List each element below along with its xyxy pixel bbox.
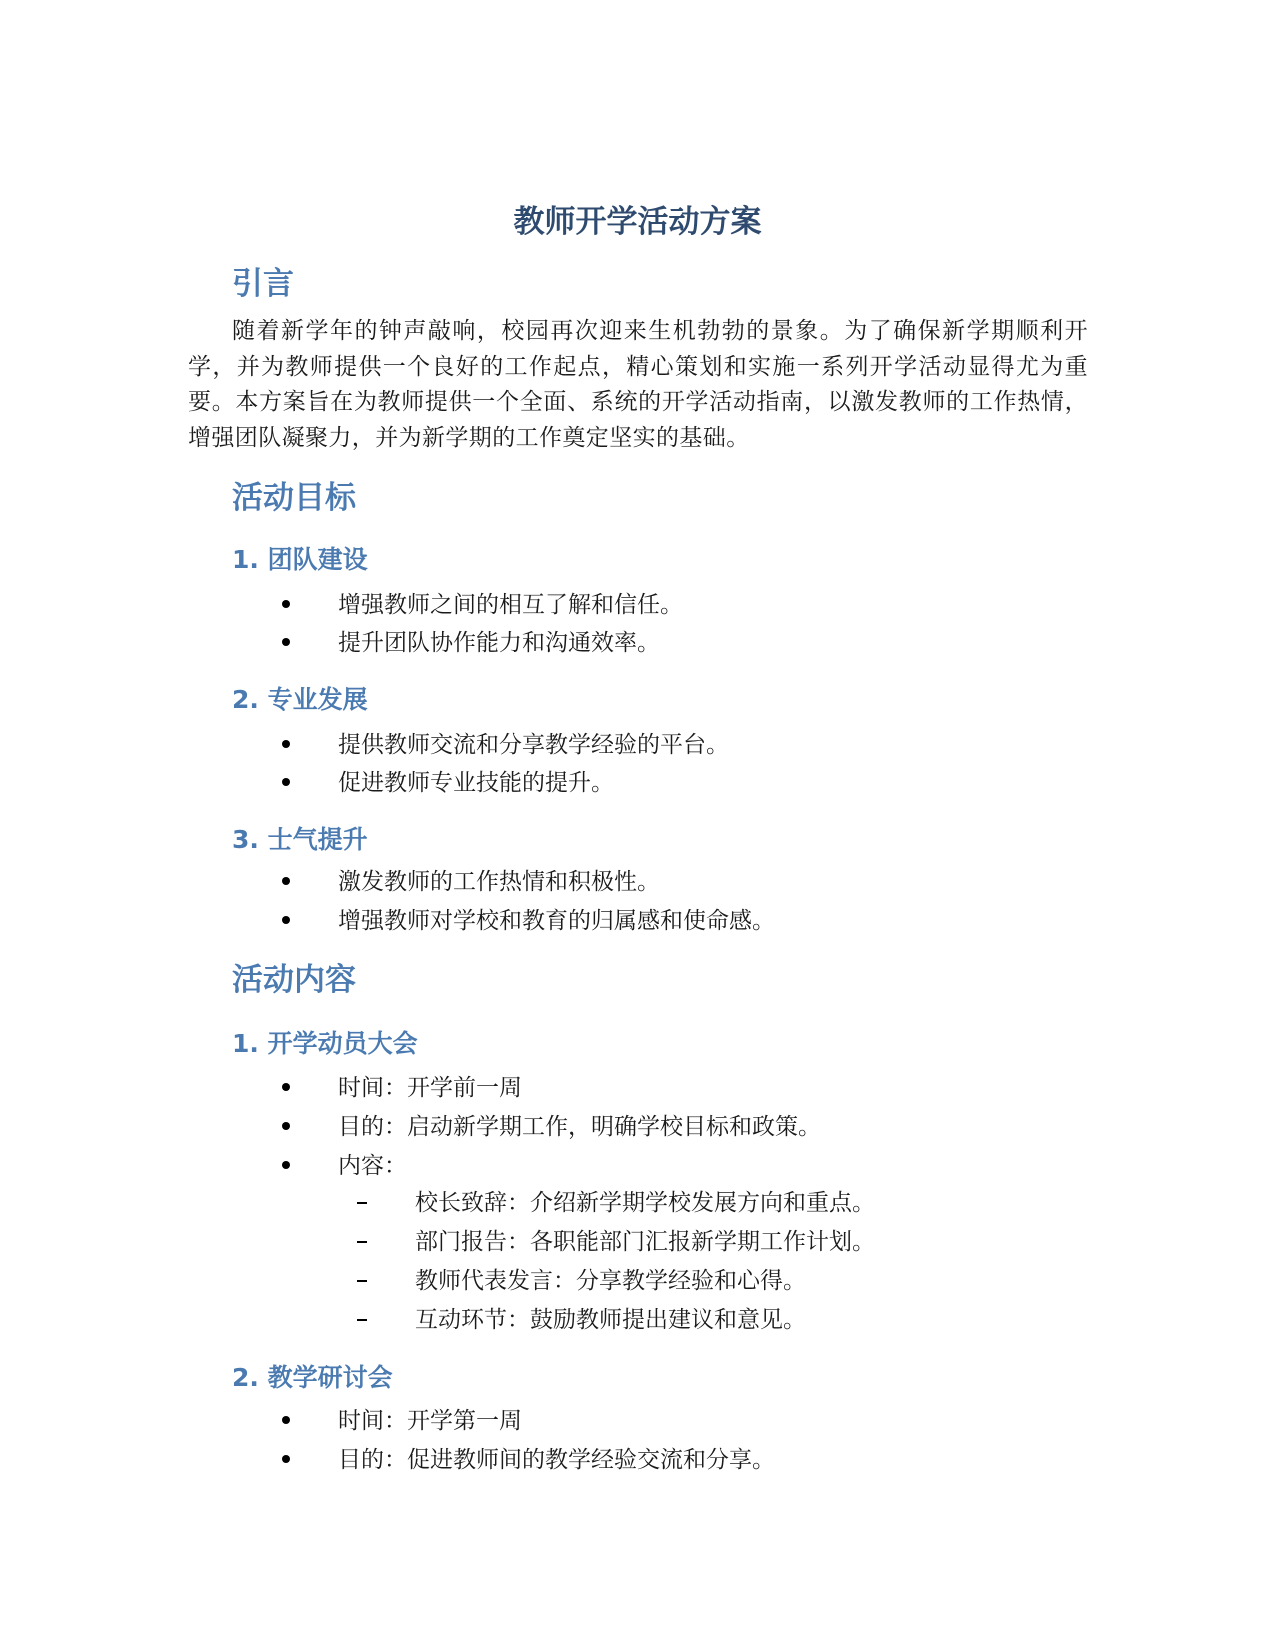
bullet-icon xyxy=(282,600,290,608)
sub-list-item: 校长致辞：介绍新学期学校发展方向和重点。 xyxy=(357,1188,367,1218)
sub-list-item: 教师代表发言：分享教学经验和心得。 xyxy=(357,1266,367,1296)
bullet-icon xyxy=(282,638,290,646)
goal-section-title: 3. 士气提升 xyxy=(232,825,368,854)
heading-goals: 活动目标 xyxy=(232,480,356,516)
heading-content: 活动内容 xyxy=(232,962,356,998)
dash-icon xyxy=(357,1202,367,1204)
bullet-icon xyxy=(282,740,290,748)
list-item: 增强教师之间的相互了解和信任。 xyxy=(282,590,290,620)
bullet-icon xyxy=(282,916,290,924)
list-item: 目的：促进教师间的教学经验交流和分享。 xyxy=(282,1445,290,1475)
content-section-title: 2. 教学研讨会 xyxy=(232,1363,393,1392)
list-item: 激发教师的工作热情和积极性。 xyxy=(282,867,290,897)
list-item: 增强教师对学校和教育的归属感和使命感。 xyxy=(282,906,290,936)
bullet-icon xyxy=(282,1455,290,1463)
bullet-icon xyxy=(282,877,290,885)
list-item: 内容： xyxy=(282,1151,290,1181)
dash-icon xyxy=(357,1319,367,1321)
heading-intro: 引言 xyxy=(232,266,294,302)
bullet-icon xyxy=(282,778,290,786)
document-title: 教师开学活动方案 xyxy=(513,204,762,240)
list-item: 目的：启动新学期工作，明确学校目标和政策。 xyxy=(282,1112,290,1142)
sub-list-item: 部门报告：各职能部门汇报新学期工作计划。 xyxy=(357,1227,367,1257)
intro-paragraph: 随着新学年的钟声敲响，校园再次迎来生机勃勃的景象。为了确保新学期顺利开学，并为教师提供一个良好的工作起点，精心策划和实施一系列开学活动显得尤为重要。本方案旨在为教师提供一个全面、系统的开学活动指南，以激发教师的工作热情，增强团队凝聚力，并为新学期的工作奠定坚实的基础。 xyxy=(188,318,1088,451)
bullet-icon xyxy=(282,1416,290,1424)
list-item: 提升团队协作能力和沟通效率。 xyxy=(282,628,290,658)
list-item: 时间：开学前一周 xyxy=(282,1073,290,1103)
bullet-icon xyxy=(282,1083,290,1091)
dash-icon xyxy=(357,1241,367,1243)
sub-list-item: 互动环节：鼓励教师提出建议和意见。 xyxy=(357,1305,367,1335)
list-item: 提供教师交流和分享教学经验的平台。 xyxy=(282,730,290,760)
list-item: 时间：开学第一周 xyxy=(282,1406,290,1436)
bullet-icon xyxy=(282,1161,290,1169)
goal-section-title: 1. 团队建设 xyxy=(232,545,368,574)
dash-icon xyxy=(357,1280,367,1282)
goal-section-title: 2. 专业发展 xyxy=(232,685,368,714)
bullet-icon xyxy=(282,1122,290,1130)
list-item: 促进教师专业技能的提升。 xyxy=(282,768,290,798)
content-section-title: 1. 开学动员大会 xyxy=(232,1029,418,1058)
